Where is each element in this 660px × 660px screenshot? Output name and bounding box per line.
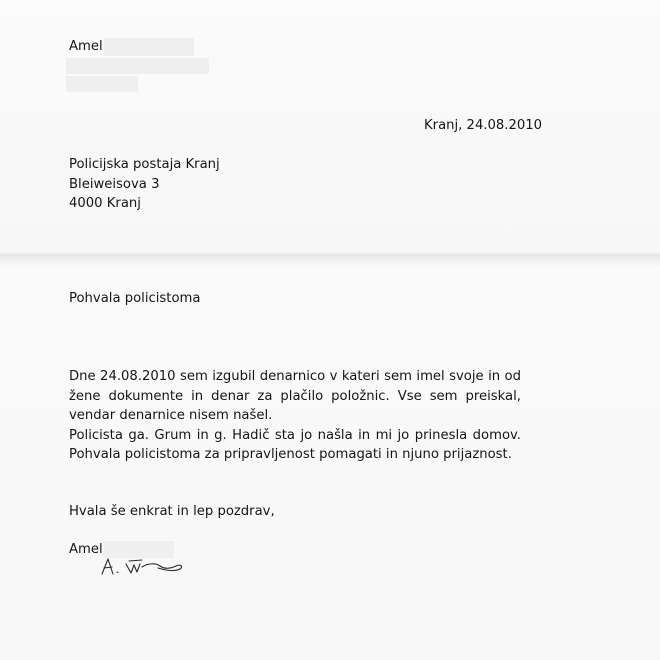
date-line: Kranj, 24.08.2010: [424, 118, 543, 133]
body-paragraph-2: Policista ga. Grum in g. Hadič sta jo našla in mi jo prinesla domov. Pohvala policistoma za pripravljenost pomagati in njuno prijaznost.: [69, 427, 521, 462]
recipient-line-3: 4000 Kranj: [69, 196, 141, 211]
sender-surname-redaction: [104, 38, 194, 56]
paper-fold: [0, 252, 660, 258]
recipient-line-2: Bleiweisova 3: [69, 177, 160, 192]
handwritten-signature: [98, 555, 188, 579]
recipient-line-1: Policijska postaja Kranj: [69, 157, 220, 172]
sender-address-redaction: [66, 58, 209, 74]
sender-city-redaction: [66, 76, 138, 92]
sender-name: Amel: [69, 39, 103, 54]
body-paragraph-1: Dne 24.08.2010 sem izgubil denarnico v kateri sem imel svoje in od žene dokumente in denar za plačilo položnic. Vse sem preiskal, vendar denarnice nisem našel.: [69, 369, 521, 423]
subject-line: Pohvala policistoma: [69, 291, 201, 306]
letter-body: [69, 367, 521, 465]
signoff-name: Amel: [69, 542, 103, 557]
closing-line: Hvala še enkrat in lep pozdrav,: [69, 504, 275, 519]
